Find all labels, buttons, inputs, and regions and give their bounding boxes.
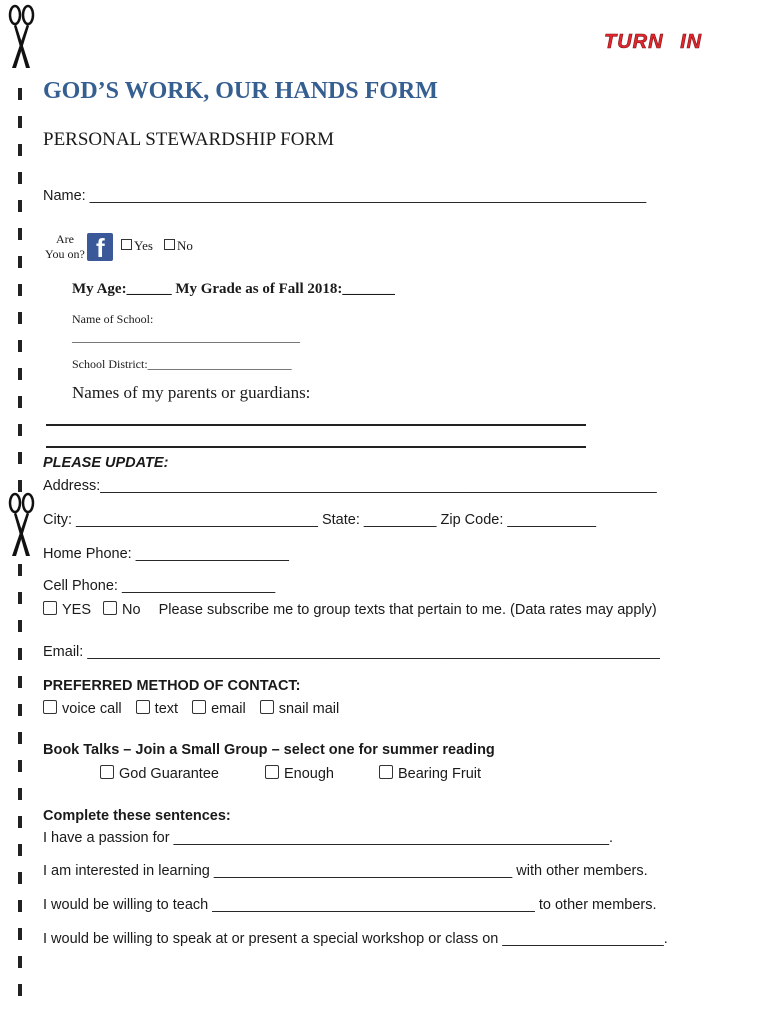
checkbox-icon[interactable] <box>164 239 175 250</box>
parents-line-1[interactable] <box>46 424 586 426</box>
contact-option-label: text <box>154 701 179 717</box>
subscribe-yes-label: YES <box>62 602 92 618</box>
contact-option-email[interactable] <box>192 701 246 717</box>
books-heading: Book Talks – Join a Small Group – select one for summer reading <box>43 742 495 758</box>
address-field[interactable]: Address:_____________________________________________________________________ <box>43 478 657 494</box>
sentences-heading: Complete these sentences: <box>43 808 231 824</box>
facebook-icon: f <box>87 233 113 261</box>
checkbox-icon[interactable] <box>43 700 57 714</box>
fb-yes-label: Yes <box>134 238 153 253</box>
checkbox-icon[interactable] <box>260 700 274 714</box>
checkbox-icon[interactable] <box>100 765 114 779</box>
book-option-enough[interactable] <box>265 765 334 782</box>
sentence-teach-field[interactable]: I would be willing to teach ________________________________________ to other members. <box>43 897 657 913</box>
sentence-speak-field[interactable]: I would be willing to speak at or present a special workshop or class on ____________________. <box>43 931 668 947</box>
fb-are-label: Are <box>56 232 74 246</box>
fb-yes-option[interactable] <box>121 238 153 254</box>
city-state-zip-field[interactable]: City: ______________________________ State: _________ Zip Code: ___________ <box>43 512 597 528</box>
school-name-label: Name of School: <box>72 312 154 326</box>
book-option-bearing-fruit[interactable] <box>379 765 481 782</box>
contact-option-label: email <box>211 701 246 717</box>
form-subtitle: PERSONAL STEWARDSHIP FORM <box>43 129 335 150</box>
scissors-icon-middle <box>6 492 36 558</box>
subscribe-row <box>43 601 657 618</box>
subscribe-yes-option[interactable] <box>43 602 91 618</box>
book-option-label: Enough <box>284 766 334 782</box>
contact-heading: PREFERRED METHOD OF CONTACT: <box>43 678 301 694</box>
checkbox-icon[interactable] <box>121 239 132 250</box>
contact-option-voice[interactable] <box>43 701 122 717</box>
parents-label: Names of my parents or guardians: <box>72 383 311 402</box>
fb-you-on-label: You on? <box>45 247 85 261</box>
book-option-god-guarantee[interactable] <box>100 765 219 782</box>
turn-in-label: TURN IN <box>604 31 703 53</box>
cell-phone-field[interactable]: Cell Phone: ___________________ <box>43 578 276 594</box>
sentence-passion-field[interactable]: I have a passion for ______________________________________________________. <box>43 830 614 846</box>
email-field[interactable]: Email: _______________________________________________________________________ <box>43 644 660 660</box>
contact-option-mail[interactable] <box>260 701 339 717</box>
book-option-label: Bearing Fruit <box>398 766 482 782</box>
contact-option-label: voice call <box>62 701 122 717</box>
subscribe-text: Please subscribe me to group texts that pertain to me. (Data rates may apply) <box>158 602 657 618</box>
subscribe-no-label: No <box>122 602 141 618</box>
name-field[interactable]: Name: _____________________________________________________________________ <box>43 188 647 204</box>
parents-line-2[interactable] <box>46 446 586 448</box>
checkbox-icon[interactable] <box>379 765 393 779</box>
age-grade-field[interactable]: My Age:______ My Grade as of Fall 2018:_______ <box>72 281 395 297</box>
update-label: PLEASE UPDATE: <box>43 455 169 471</box>
contact-options <box>43 700 339 717</box>
checkbox-icon[interactable] <box>103 601 117 615</box>
checkbox-icon[interactable] <box>192 700 206 714</box>
home-phone-field[interactable]: Home Phone: ___________________ <box>43 546 289 562</box>
subscribe-no-option[interactable] <box>103 602 141 618</box>
fb-no-label: No <box>177 238 193 253</box>
contact-option-text[interactable] <box>136 701 178 717</box>
school-name-field[interactable]: ______________________________________ <box>72 330 300 344</box>
sentence-learning-field[interactable]: I am interested in learning _____________________________________ with other members. <box>43 863 648 879</box>
form-title: GOD’S WORK, OUR HANDS FORM <box>43 78 438 104</box>
contact-option-label: snail mail <box>278 701 340 717</box>
school-district-field[interactable]: School District:________________________ <box>72 357 292 371</box>
checkbox-icon[interactable] <box>265 765 279 779</box>
scissors-icon-top <box>6 4 36 70</box>
checkbox-icon[interactable] <box>136 700 150 714</box>
checkbox-icon[interactable] <box>43 601 57 615</box>
fb-no-option[interactable] <box>164 238 193 254</box>
book-option-label: God Guarantee <box>119 766 219 782</box>
